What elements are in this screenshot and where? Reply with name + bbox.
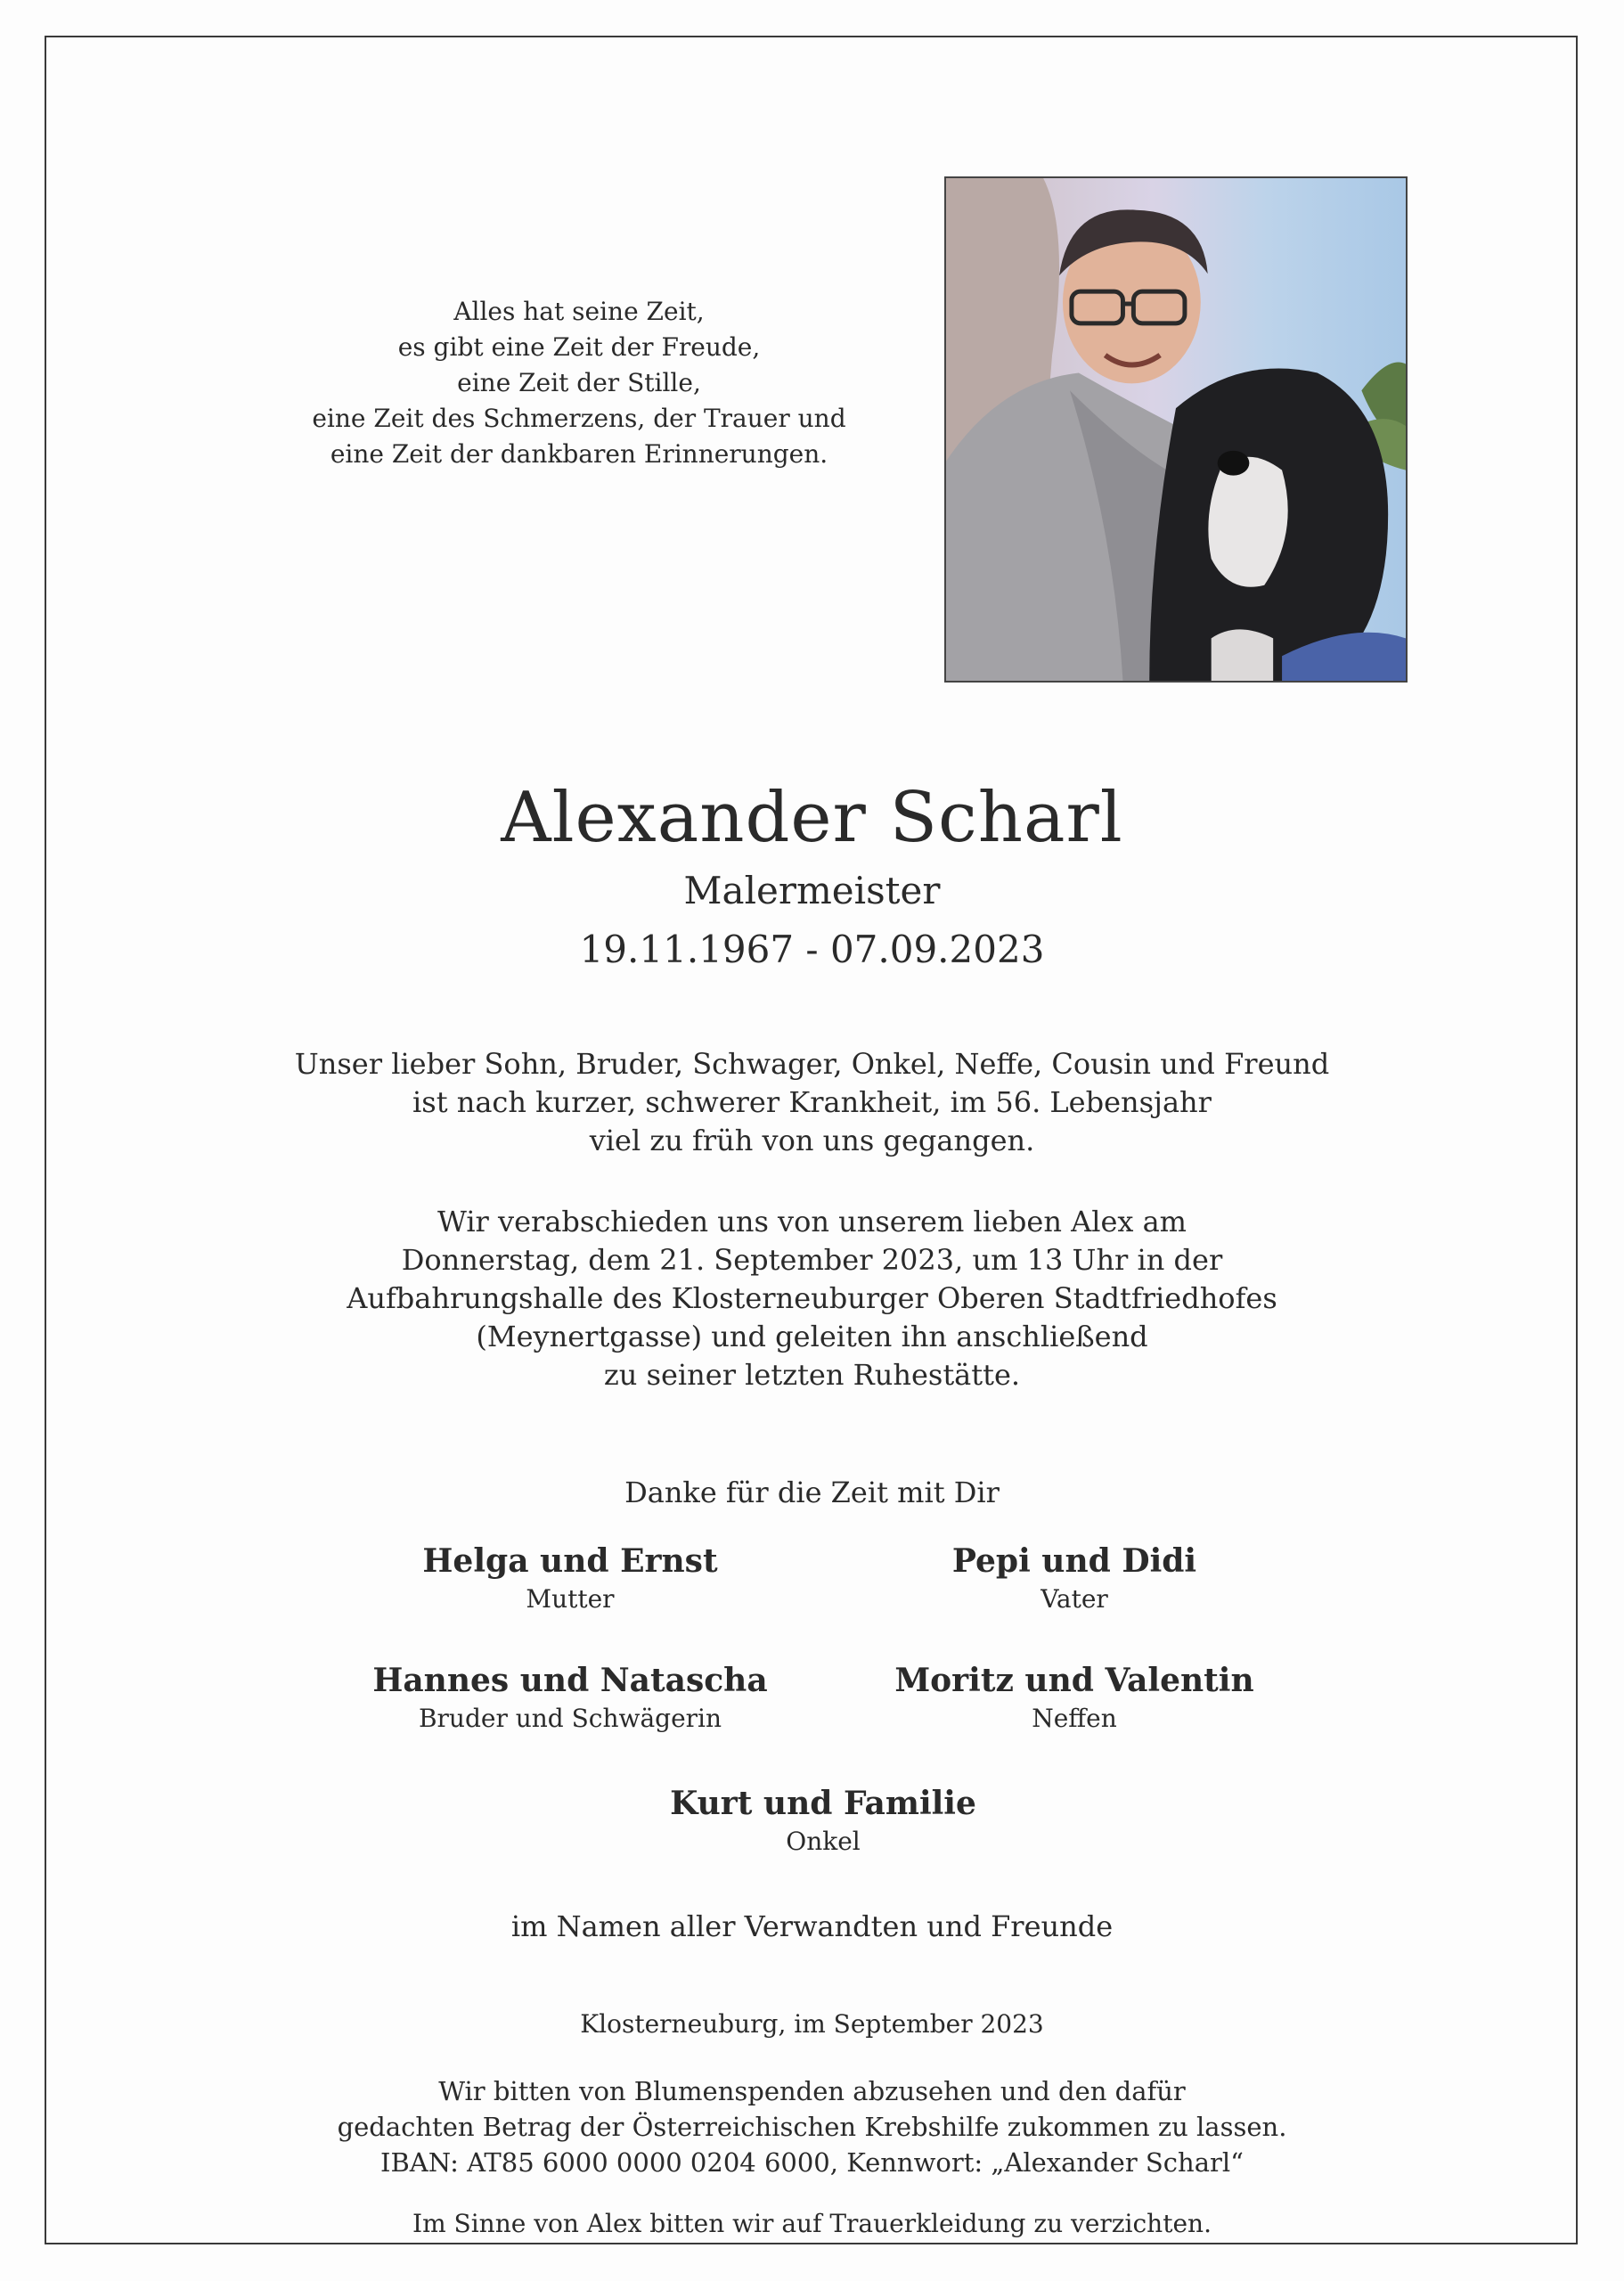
mourner-role: Bruder und Schwägerin [418, 1704, 722, 1733]
mourner-group [556, 1782, 1090, 1859]
mourner-group [807, 1659, 1342, 1736]
mourner-names: Moritz und Valentin [894, 1662, 1254, 1699]
poem-line: eine Zeit des Schmerzens, der Trauer und [312, 404, 846, 433]
mourner-group [303, 1540, 837, 1616]
poem-line: Alles hat seine Zeit, [453, 297, 705, 326]
mourner-names: Pepi und Didi [951, 1542, 1197, 1580]
poem-line: es gibt eine Zeit der Freude, [397, 332, 761, 362]
deceased-profession: Malermeister [683, 869, 941, 912]
farewell-notice [0, 1203, 1624, 1394]
farewell-line: Aufbahrungshalle des Klosterneuburger Oberen Stadtfriedhofes [347, 1281, 1277, 1315]
donation-line: IBAN: AT85 6000 0000 0204 6000, Kennwort: „Alexander Scharl“ [380, 2147, 1244, 2178]
donation-line: Wir bitten von Blumenspenden abzusehen und den dafür [438, 2076, 1186, 2106]
mourner-names: Helga und Ernst [422, 1542, 718, 1580]
deceased-dates: 19.11.1967 - 07.09.2023 [579, 928, 1045, 971]
poem [303, 294, 855, 472]
mourner-names: Hannes und Natascha [372, 1662, 768, 1699]
mourner-role: Neffen [1032, 1704, 1117, 1733]
mourner-names: Kurt und Familie [670, 1785, 976, 1822]
poem-line: eine Zeit der Stille, [457, 368, 701, 397]
place-date: Klosterneuburg, im September 2023 [580, 2009, 1044, 2039]
announcement-line: ist nach kurzer, schwerer Krankheit, im 56. Lebensjahr [412, 1085, 1212, 1119]
farewell-line: Donnerstag, dem 21. September 2023, um 13 Uhr in der [401, 1243, 1223, 1277]
mourner-role: Vater [1041, 1584, 1108, 1614]
on-behalf-line: im Namen aller Verwandten und Freunde [510, 1909, 1114, 1943]
announcement-line: viel zu früh von uns gegangen. [589, 1124, 1035, 1157]
dress-note: Im Sinne von Alex bitten wir auf Trauerkleidung zu verzichten. [412, 2209, 1212, 2238]
portrait-photo-image [946, 178, 1406, 681]
farewell-line: Wir verabschieden uns von unserem lieben Alex am [437, 1205, 1187, 1239]
farewell-line: (Meynertgasse) und geleiten ihn anschließend [476, 1320, 1148, 1353]
donation-line: gedachten Betrag der Österreichischen Krebshilfe zukommen zu lassen. [337, 2112, 1287, 2142]
mourner-role: Onkel [786, 1827, 861, 1856]
donation-notice [0, 2073, 1624, 2180]
announcement-line: Unser lieber Sohn, Bruder, Schwager, Onkel, Neffe, Cousin und Freund [294, 1047, 1330, 1081]
mourner-group [303, 1659, 837, 1736]
announcement [0, 1045, 1624, 1160]
deceased-name: Alexander Scharl [501, 778, 1123, 858]
mourner-role: Mutter [526, 1584, 615, 1614]
mourner-group [807, 1540, 1342, 1616]
thanks-line: Danke für die Zeit mit Dir [624, 1476, 1000, 1509]
farewell-line: zu seiner letzten Ruhestätte. [603, 1358, 1021, 1392]
poem-line: eine Zeit der dankbaren Erinnerungen. [330, 439, 828, 469]
portrait-photo [944, 176, 1408, 683]
